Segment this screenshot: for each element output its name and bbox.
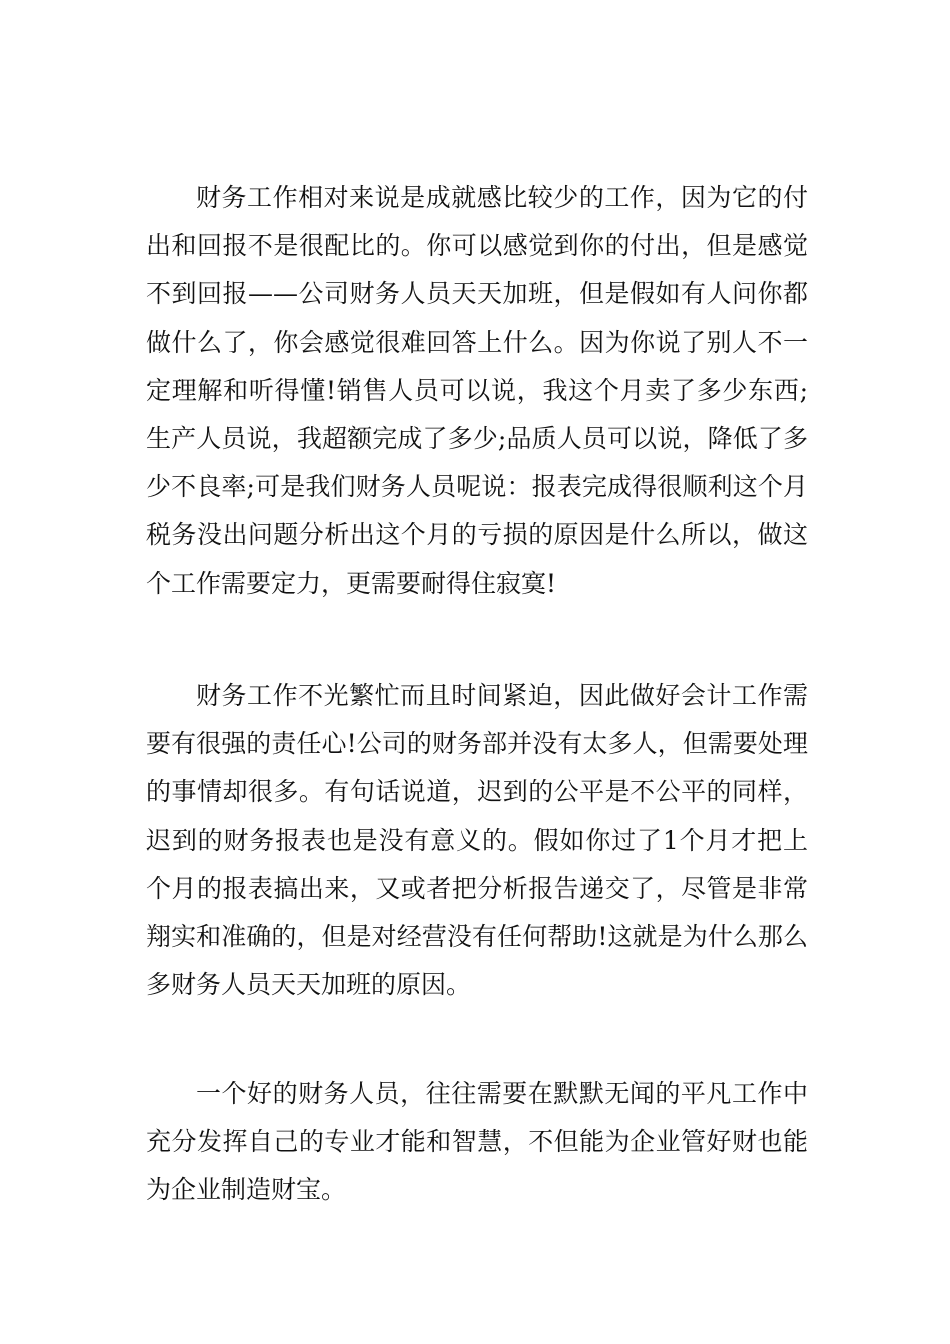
paragraph-3: 一个好的财务人员，往往需要在默默无闻的平凡工作中充分发挥自己的专业才能和智慧，不但能为企业管好财也能为企业制造财宝。	[146, 1079, 808, 1205]
paragraph-2: 财务工作不光繁忙而且时间紧迫，因此做好会计工作需要有很强的责任心!公司的财务部并没有太多人，但需要处理的事情却很多。有句话说道，迟到的公平是不公平的同样，迟到的财务报表也是没有意义的。假如你过了1个月才把上个月的报表搞出来，又或者把分析报告递交了，尽管是非常翔实和准确的，但是对经营没有任何帮助!这就是为什么那么多财务人员天天加班的原因。	[146, 681, 808, 1000]
paragraph-1: 财务工作相对来说是成就感比较少的工作，因为它的付出和回报不是很配比的。你可以感觉到你的付出，但是感觉不到回报——公司财务人员天天加班，但是假如有人问你都做什么了，你会感觉很难回答上什么。因为你说了别人不一定理解和听得懂!销售人员可以说，我这个月卖了多少东西;生产人员说，我超额完成了多少;品质人员可以说，降低了多少不良率;可是我们财务人员呢说：报表完成得很顺利这个月税务没出问题分析出这个月的亏损的原因是什么所以，做这个工作需要定力，更需要耐得住寂寞!	[146, 183, 808, 598]
